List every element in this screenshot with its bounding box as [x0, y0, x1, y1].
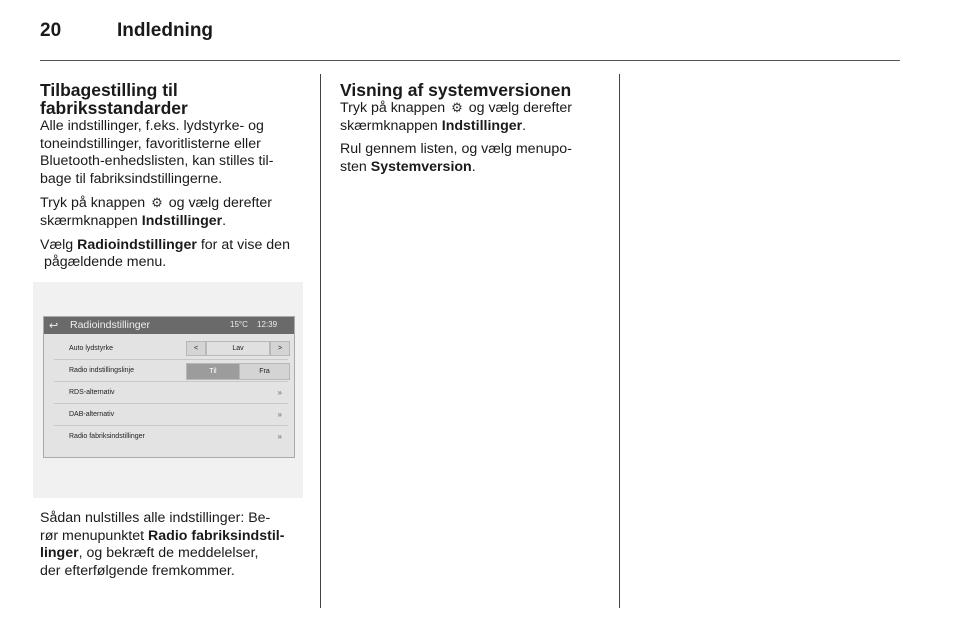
chevron-right-icon: » [277, 388, 282, 397]
next-button: > [270, 341, 290, 356]
page-number: 20 [40, 20, 62, 41]
radio-settings-screenshot [33, 282, 303, 498]
display-screen [43, 316, 295, 458]
middle-column [340, 81, 610, 182]
on-button: Til [186, 363, 240, 380]
back-icon: ↩ [49, 320, 59, 332]
reset-step-press: Tryk på knappen ⚙ og vælg derefter skærmknappen Indstillinger. [40, 195, 273, 229]
prev-button: < [186, 341, 206, 356]
column-divider-left [320, 74, 321, 608]
temperature: 15°C [230, 320, 248, 329]
section-heading-reset: Tilbagestilling til fabriksstandarder [40, 80, 188, 118]
version-step-scroll: Rul gennem listen, og vælg menupo- sten Systemversion. [340, 141, 572, 175]
gear-icon: ⚙ [151, 195, 163, 211]
row-dab: DAB-alternativ » [54, 404, 288, 426]
section-heading-version: Visning af systemversionen [340, 80, 572, 100]
chevron-right-icon: » [277, 432, 282, 441]
off-button: Fra [239, 363, 290, 380]
chevron-right-icon: » [277, 410, 282, 419]
volume-value: Lav [206, 341, 270, 356]
version-step-press: Tryk på knappen ⚙ og vælg derefter skærmknappen Indstillinger. [340, 100, 573, 134]
row-rds: RDS-alternativ » [54, 382, 288, 404]
reset-step-select: Vælg Radioindstillinger for at vise den pågældende menu. [40, 236, 290, 271]
reset-intro-paragraph: Alle indstillinger, f.eks. lydstyrke- og toneindstillinger, favoritlisterne eller Bluetooth-enhedslisten, kan stilles til- bage til fabriksindstillingerne. [40, 118, 274, 187]
screen-title-bar [44, 317, 294, 334]
screen-title: Radioindstillinger [70, 319, 150, 331]
gear-icon: ⚙ [451, 100, 463, 115]
header-rule [40, 60, 900, 61]
column-divider-right [619, 74, 620, 608]
left-column [40, 81, 310, 278]
row-radio-bar: Radio indstillingslinje Til Fra [54, 360, 288, 382]
row-auto-volume: Auto lydstyrke < Lav > [54, 338, 288, 360]
chapter-title: Indledning [117, 20, 214, 41]
clock: 12:39 [257, 320, 278, 329]
left-column-bottom [40, 510, 310, 586]
row-factory-reset: Radio fabriksindstillinger » [69, 432, 282, 441]
reset-confirm-paragraph: Sådan nulstilles alle indstillinger: Be- rør menupunktet Radio fabriksindstil- linger, og bekræft de meddelelser, der efterfølgende fremkommer. [40, 510, 285, 579]
